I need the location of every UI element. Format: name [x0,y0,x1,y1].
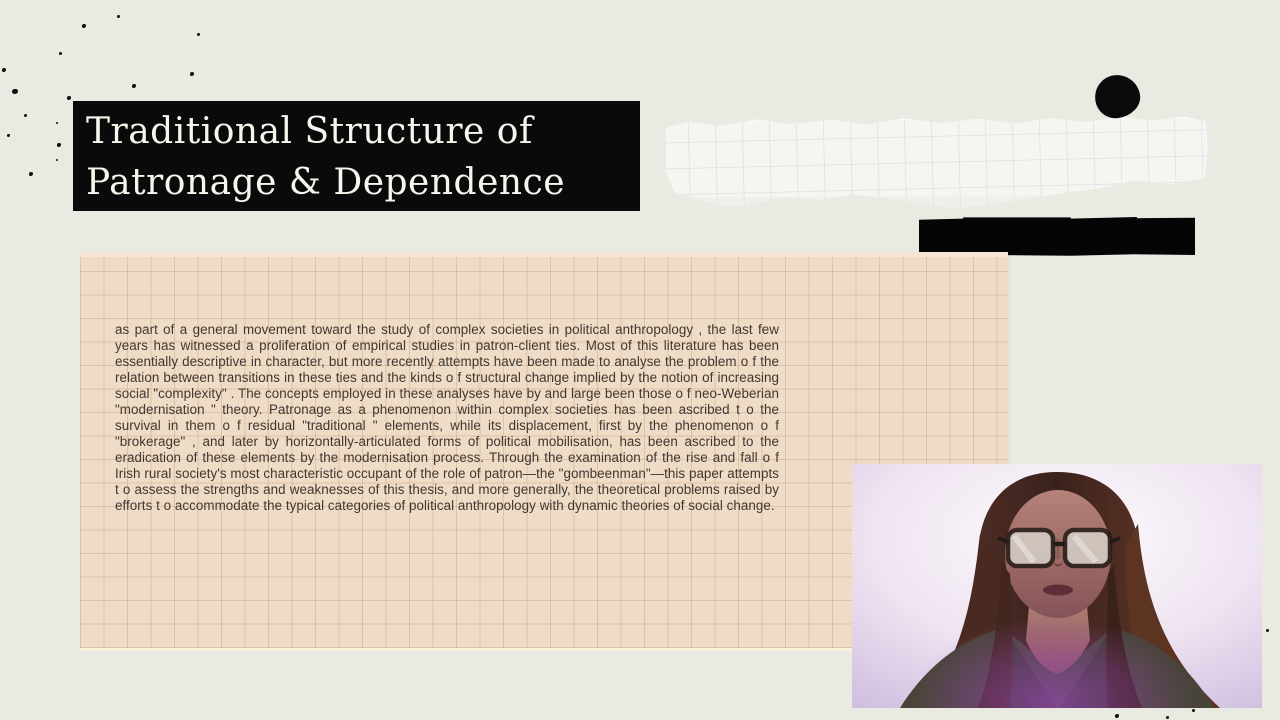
ink-speck-icon [67,96,71,100]
ink-speck-icon [57,143,61,147]
torn-graph-paper [662,108,1211,216]
ink-speck-icon [82,24,86,28]
ink-speck-icon [2,68,6,72]
ink-speck-icon [197,33,200,36]
ink-speck-icon [56,159,58,161]
ink-speck-icon [7,134,10,137]
torn-paper-graphic [662,108,1211,216]
slide-title-box [73,101,640,211]
presenter-person [852,464,1262,708]
ink-speck-icon [56,122,58,124]
ink-speck-icon [24,114,27,117]
ink-speck-icon [1166,716,1169,719]
ink-speck-icon [117,15,120,18]
slide-title-line2: Patronage & Dependence [86,162,566,203]
black-marker-bar [919,217,1195,257]
ink-speck-icon [1192,709,1195,712]
ink-speck-icon [59,52,62,55]
abstract-paragraph: as part of a general movement toward the study of complex societies in political anthropology , the last few years has witnessed a proliferation of empirical studies in patron-client ties. Most of this literature has been essentially descriptive in character, but more recently attempts have been made to analyse the problem o f the relation between transitions in these ties and the kinds o f structural change implied by the notion of increasing social "complexity" . The concepts employed in these analyses have by and large been those o f neo-Weberian "modernisation " theory. Patronage as a phenomenon within complex societies has been ascribed t o the survival in them o f residual "traditional " elements, while its displacement, first by the phenomenon o f "brokerage" , and later by horizontally-articulated forms of political mobilisation, has been ascribed to the eradication of these elements by the modernisation process. Through the examination of the rise and fall o f Irish rural society's most characteristic occupant of the role of patron—the "gombeenman"—this paper attempts t o assess the strengths and weaknesses of this thesis, and more generally, the theoretical problems raised by efforts t o accommodate the typical categories of political anthropology with dynamic theories of social change. [115,322,779,513]
ink-speck-icon [29,172,33,176]
ink-speck-icon [132,84,136,88]
ink-speck-icon [12,89,18,94]
ink-speck-icon [190,72,194,76]
presenter-webcam [852,464,1262,708]
slide-title-line1: Traditional Structure of [86,111,533,152]
ink-speck-icon [1115,714,1119,718]
ink-speck-icon [1266,629,1269,632]
